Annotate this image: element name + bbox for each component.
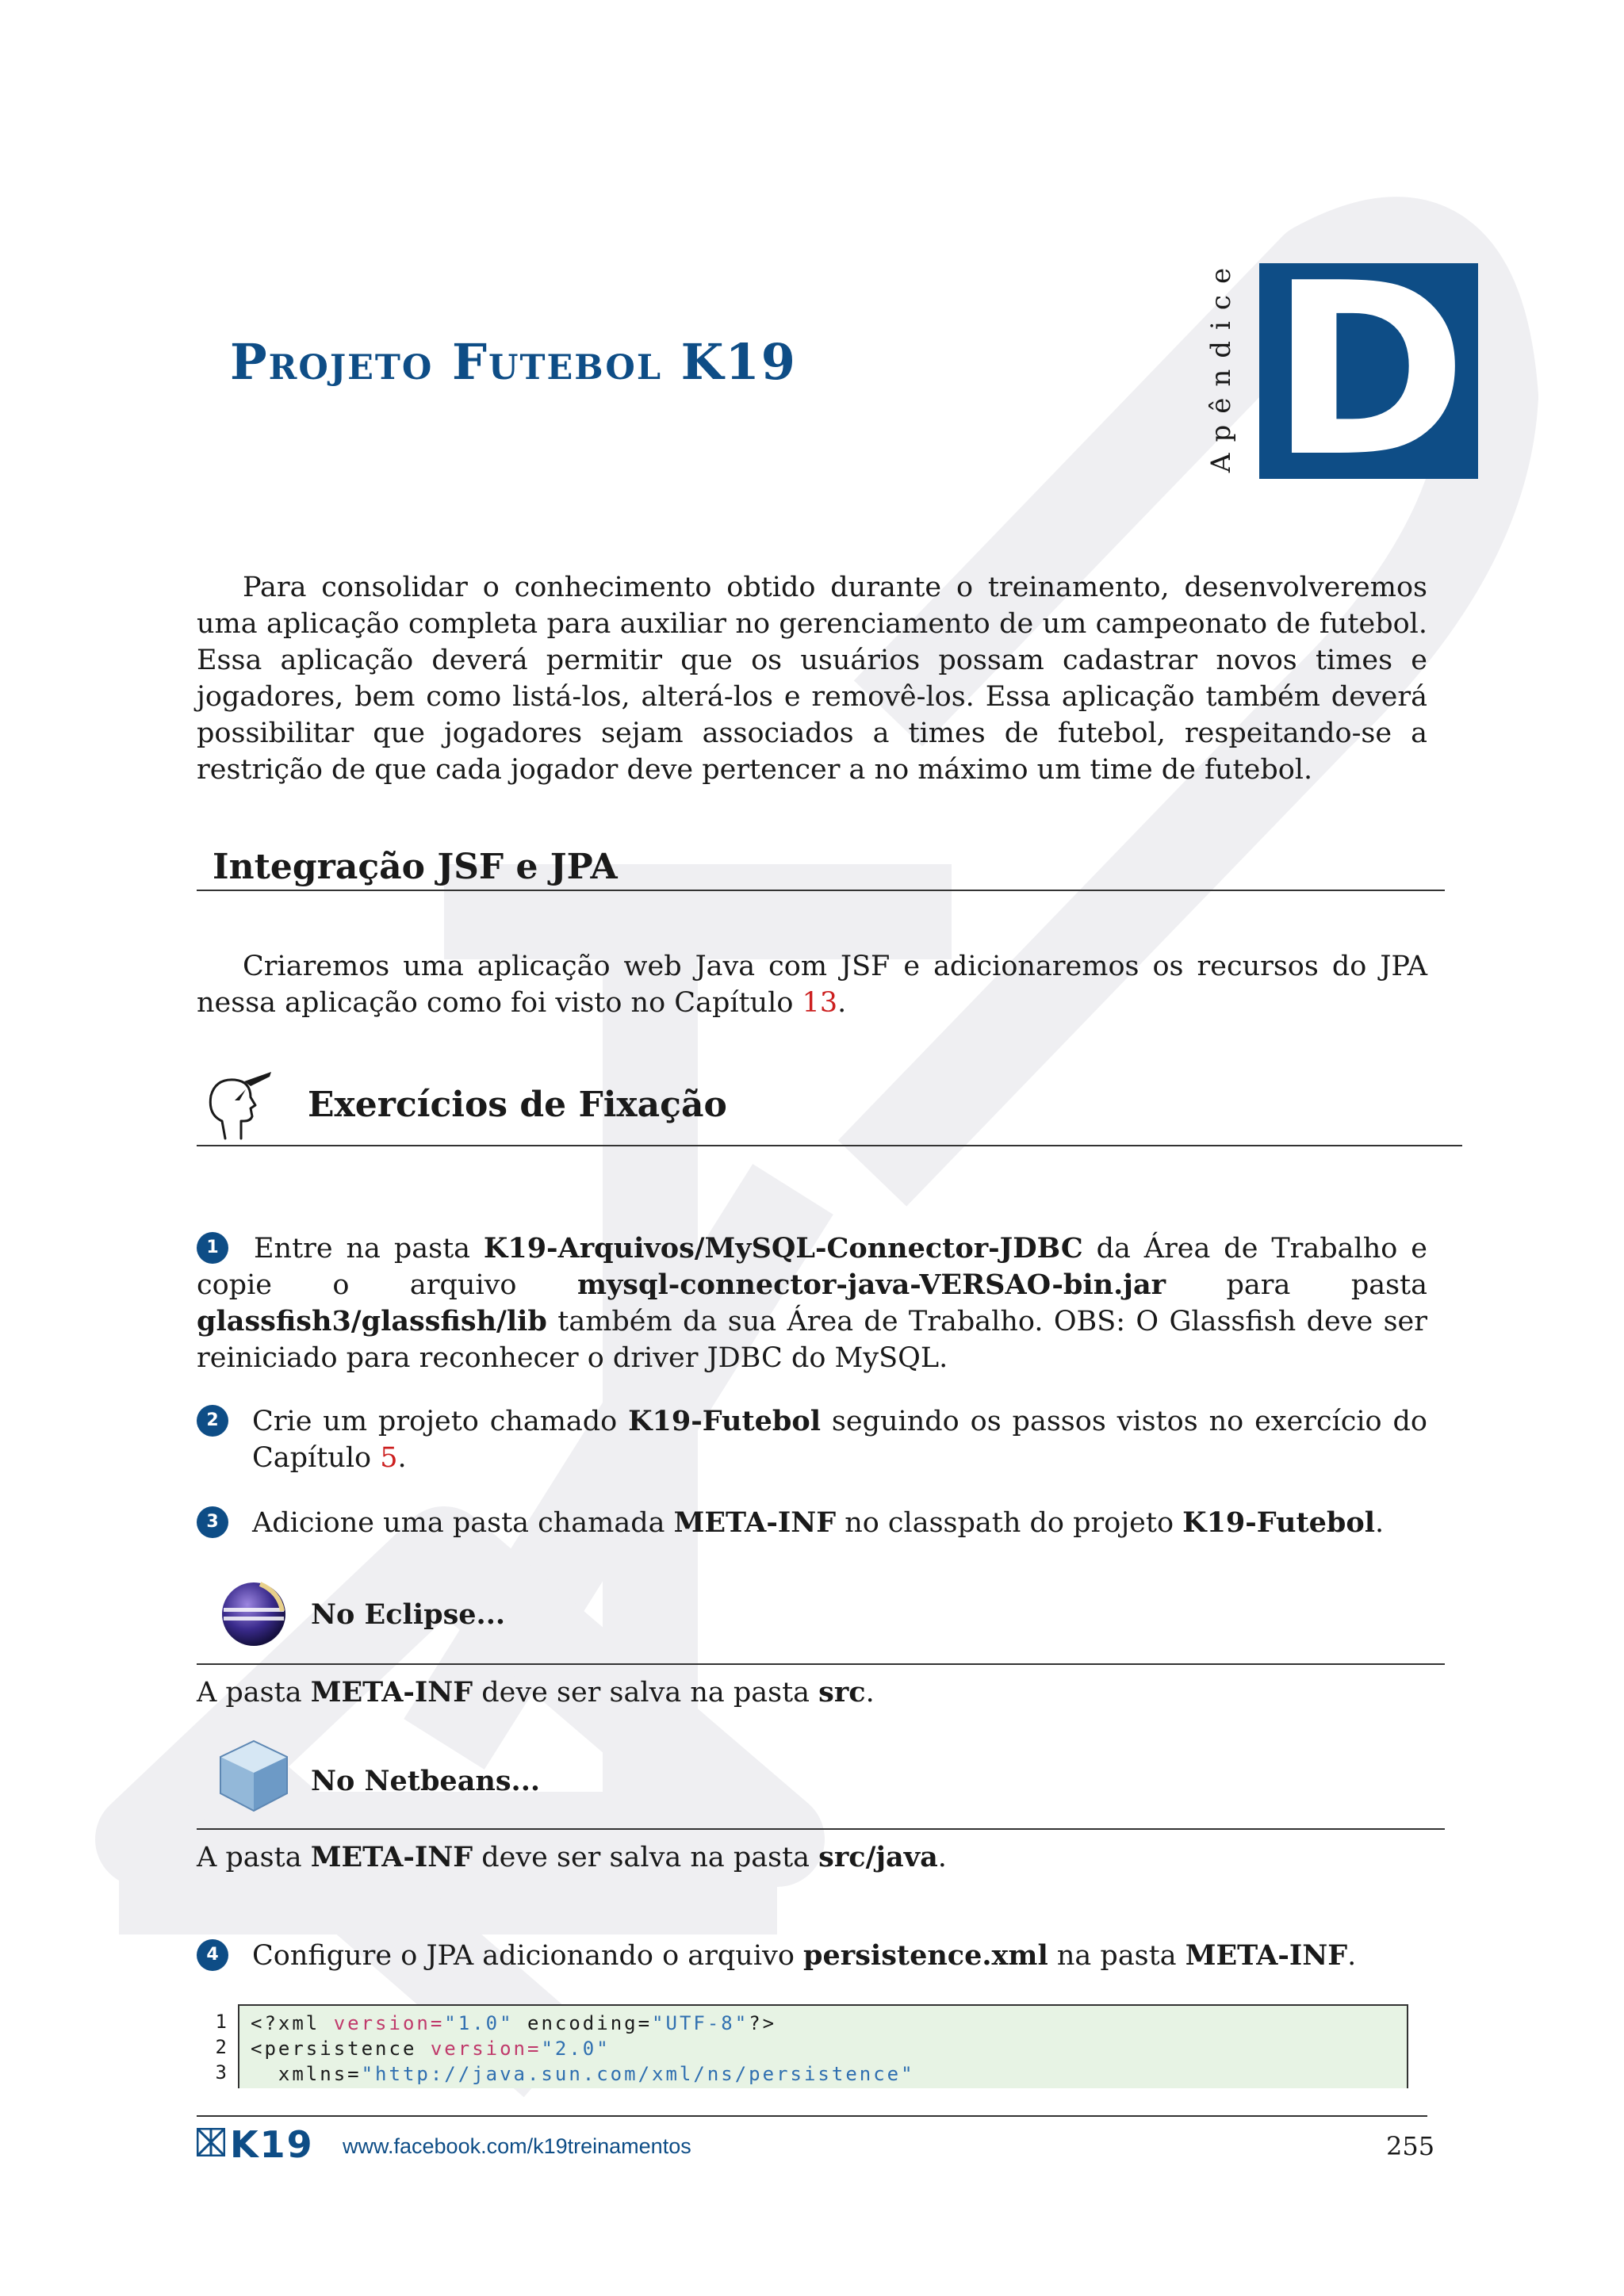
section-title: Integração JSF e JPA (213, 847, 618, 887)
section-paragraph: Criaremos uma aplicação web Java com JSF e adicionaremos os recursos do JPA nessa aplicação como foi visto no Capítulo 13. (197, 951, 1427, 1019)
eclipse-title: No Eclipse... (311, 1598, 506, 1631)
eclipse-text: A pasta META-INF deve ser salva na pasta src. (197, 1676, 875, 1709)
page-number: 255 (1386, 2131, 1435, 2161)
exercise-4-text: Configure o JPA adicionando o arquivo persistence.xml na pasta META-INF. (252, 1939, 1357, 1972)
exercise-2-text: Crie um projeto chamado K19-Futebol seguindo os passos vistos no exercício do Capítulo 5. (252, 1405, 1427, 1474)
intro-paragraph: Para consolidar o conhecimento obtido durante o treinamento, desenvolveremos uma aplicação completa para auxiliar no gerenciamento de um campeonato de futebol. Essa aplicação deverá permitir que os usuários possam cadastrar novos times e jogadores, bem como listá-los, alterá-los e removê-los. Essa aplicação também deverá possibilitar que jogadores sejam associados a times de futebol, respeitando-se a restrição de que cada jogador deve pertencer a no máximo um time de futebol. (197, 572, 1427, 786)
appendix-label-text: Apêndice (1205, 256, 1237, 473)
eclipse-rule (197, 1663, 1445, 1665)
netbeans-cube-icon (214, 1736, 293, 1816)
exercise-number-badge: 4 (197, 1939, 228, 1971)
k19-logo-text: K19 (230, 2123, 314, 2166)
code-listing (238, 2004, 1408, 2088)
code-line: <persistence version="2.0" (251, 2038, 611, 2060)
footer-url[interactable]: www.facebook.com/k19treinamentos (343, 2134, 691, 2158)
chapter-13-link[interactable]: 13 (802, 987, 838, 1019)
thinking-head-icon (198, 1069, 274, 1142)
exercise-rule (197, 1145, 1462, 1146)
chapter-5-link[interactable]: 5 (380, 1442, 398, 1474)
exercise-3-text: Adicione uma pasta chamada META-INF no classpath do projeto K19-Futebol. (252, 1506, 1385, 1539)
k19-logo-icon (197, 2128, 225, 2156)
eclipse-icon (219, 1579, 289, 1649)
exercise-1-text: Entre na pasta K19-Arquivos/MySQL-Connector-JDBC da Área de Trabalho e copie o arquivo mysql-connector-java-VERSAO-bin.jar para pasta glassfish3/glassfish/lib também da sua Área de Trabalho. OBS: O Glassfish deve ser reiniciado para reconhecer o driver JDBC do MySQL. (197, 1232, 1427, 1374)
chapter-title: Projeto Futebol K19 (230, 333, 797, 391)
netbeans-rule (197, 1828, 1445, 1830)
exercise-number-badge: 3 (197, 1506, 228, 1538)
code-line-numbers: 1 2 3 (215, 2011, 227, 2084)
netbeans-title: No Netbeans... (311, 1765, 541, 1797)
code-line: xmlns="http://java.sun.com/xml/ns/persistence" (251, 2063, 915, 2085)
exercise-number-badge: 2 (197, 1405, 228, 1437)
section-rule (197, 890, 1445, 891)
section-text: Criaremos uma aplicação web Java com JSF e adicionaremos os recursos do JPA nessa aplicação como foi visto no Capítulo (197, 951, 1427, 1019)
netbeans-text: A pasta META-INF deve ser salva na pasta src/java. (197, 1841, 947, 1873)
exercise-number-badge: 1 (197, 1232, 228, 1264)
exercise-heading: Exercícios de Fixação (308, 1085, 727, 1125)
code-line: <?xml version="1.0" encoding="UTF-8"?> (251, 2012, 777, 2034)
footer-rule (197, 2115, 1427, 2117)
appendix-letter-badge: D (1259, 263, 1478, 479)
